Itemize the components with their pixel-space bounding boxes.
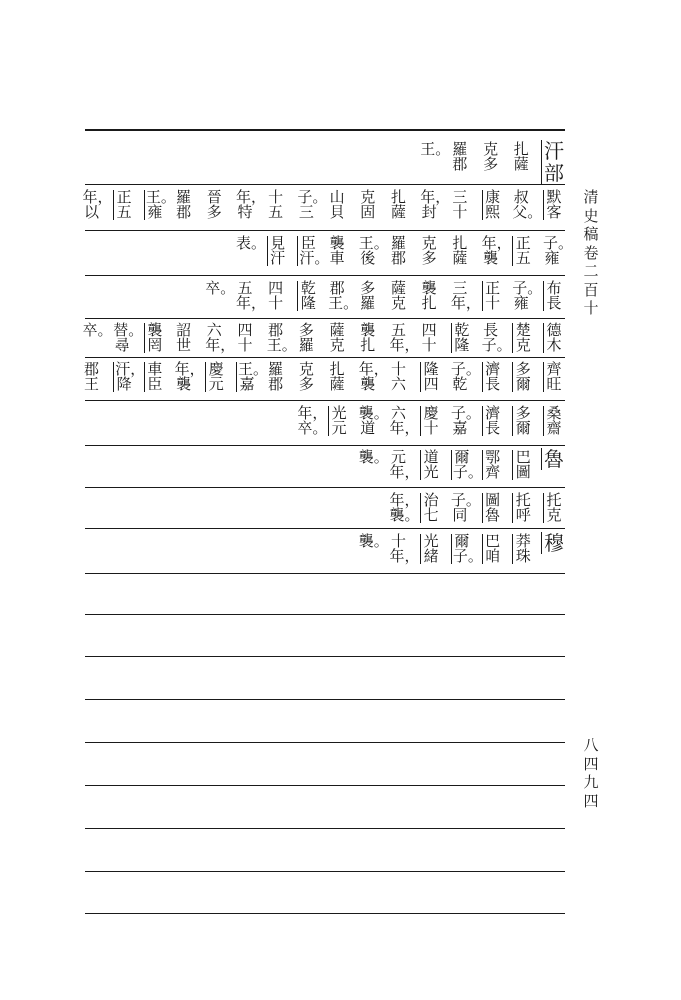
table-cell: 扎薩 — [329, 360, 345, 393]
empty-row-rule — [85, 614, 565, 615]
table-cell: 多爾 — [512, 406, 532, 436]
table-cell: 襲扎 — [421, 279, 437, 312]
table-cell: 多爾 — [512, 362, 532, 392]
table-cell: 子。雍 — [543, 234, 574, 267]
table-cell: 正五 — [113, 190, 133, 220]
table-cell: 三十 — [452, 188, 468, 221]
table-cell: 隆四 — [420, 362, 440, 392]
table-cell: 長子。 — [481, 321, 512, 354]
table-cell: 多羅 — [298, 321, 314, 354]
table-cell: 克多 — [421, 234, 437, 267]
table-cell: 臣汗。 — [299, 234, 330, 267]
table-cell: 襲車 — [329, 234, 345, 267]
table-cell: 慶十 — [420, 406, 440, 436]
table-cell: 克多 — [483, 140, 499, 173]
row-divider — [85, 487, 565, 488]
table-cell: 詔世 — [176, 321, 192, 354]
table-cell: 子。三 — [297, 188, 328, 221]
table-cell: 扎薩 — [513, 140, 529, 173]
table-cell: 子。同 — [450, 491, 481, 524]
table-cell: 汗，降 — [115, 360, 146, 393]
table-cell: 襲。 — [358, 532, 389, 550]
table-cell: 克多 — [298, 360, 314, 393]
table-cell: 車臣 — [144, 362, 164, 392]
table-cell: 薩克 — [390, 279, 406, 312]
table-cell: 襲。 — [358, 448, 389, 466]
table-cell: 六年， — [205, 321, 236, 354]
empty-row-rule — [85, 828, 565, 829]
table-cell: 光緒 — [420, 534, 440, 564]
table-cell: 王。後 — [358, 234, 389, 267]
row-divider — [85, 400, 565, 401]
table-cell: 齊旺 — [543, 362, 563, 392]
table-cell: 羅郡 — [176, 188, 192, 221]
empty-row-rule — [85, 785, 565, 786]
table-cell: 羅郡 — [390, 234, 406, 267]
table-cell: 三年， — [450, 279, 481, 312]
row-divider — [85, 528, 565, 529]
table-cell: 子。嘉 — [450, 404, 481, 437]
table-cell: 羅郡 — [268, 360, 284, 393]
table-cell: 表。 — [236, 234, 267, 252]
table-cell: 濟長 — [482, 406, 502, 436]
table-cell: 十五 — [268, 188, 284, 221]
table-cell: 襲罔 — [144, 323, 164, 353]
book-title: 清史稿卷二百十 — [583, 188, 599, 317]
table-cell: 卒。 — [82, 321, 113, 339]
table-cell: 布長 — [543, 281, 563, 311]
table-cell: 元年， — [389, 448, 420, 481]
table-cell: 年，襲 — [174, 360, 205, 393]
table-cell: 郡王 — [83, 360, 99, 393]
table-cell: 道光 — [420, 450, 440, 480]
table-cell: 襲。道 — [358, 404, 389, 437]
table-cell: 年，襲 — [358, 360, 389, 393]
table-cell: 襲扎 — [360, 321, 376, 354]
empty-row-rule — [85, 871, 565, 872]
table-cell: 四十 — [421, 321, 437, 354]
table-cell: 山貝 — [329, 188, 345, 221]
table-top-rule — [85, 129, 565, 131]
table-cell: 鄂齊 — [482, 450, 502, 480]
table-cell: 郡王。 — [266, 321, 297, 354]
table-cell: 扎薩 — [390, 188, 406, 221]
table-cell: 王。雍 — [145, 188, 176, 221]
table-cell: 王。嘉 — [238, 360, 269, 393]
table-cell: 子。乾 — [450, 360, 481, 393]
table-cell: 子。雍 — [512, 279, 543, 312]
table-cell: 扎薩 — [452, 234, 468, 267]
table-cell: 郡王。 — [328, 279, 359, 312]
row-divider — [85, 573, 565, 574]
table-cell: 年，卒。 — [297, 404, 328, 437]
table-cell: 叔父。 — [512, 188, 543, 221]
table-cell: 汗部 — [541, 140, 565, 184]
page-number: 八四九四 — [583, 736, 599, 810]
table-cell: 年，封 — [420, 188, 451, 221]
table-cell: 爾子。 — [452, 532, 483, 565]
table-cell: 濟長 — [482, 362, 502, 392]
table-cell: 巴咱 — [482, 534, 502, 564]
table-bottom-rule — [85, 913, 565, 914]
table-cell: 羅郡 — [452, 140, 468, 173]
table-cell: 見汗 — [267, 236, 287, 266]
table-cell: 替。尋 — [113, 321, 144, 354]
table-cell: 克固 — [360, 188, 376, 221]
table-cell: 正十 — [482, 281, 502, 311]
table-cell: 治七 — [420, 493, 440, 523]
table-cell: 乾隆 — [297, 281, 317, 311]
table-cell: 穆 — [541, 532, 565, 554]
table-cell: 四十 — [237, 321, 253, 354]
table-cell: 爾子。 — [452, 448, 483, 481]
table-cell: 光元 — [328, 406, 348, 436]
row-divider — [85, 357, 565, 358]
table-cell: 正五 — [512, 236, 532, 266]
empty-row-rule — [85, 699, 565, 700]
table-cell: 乾隆 — [451, 323, 471, 353]
table-cell: 慶元 — [205, 362, 225, 392]
table-cell: 年，襲 — [481, 234, 512, 267]
table-cell: 卒。 — [205, 279, 236, 297]
empty-row-rule — [85, 742, 565, 743]
empty-row-rule — [85, 656, 565, 657]
row-divider — [85, 184, 565, 185]
row-divider — [85, 275, 565, 276]
table-cell: 十年， — [389, 532, 420, 565]
table-cell: 四十 — [268, 279, 284, 312]
row-divider — [85, 445, 565, 446]
table-cell: 王。 — [420, 140, 451, 158]
table-cell: 年，以 — [82, 188, 113, 221]
table-cell: 五年， — [389, 321, 420, 354]
table-cell: 薩克 — [329, 321, 345, 354]
table-cell: 六年， — [389, 404, 420, 437]
table-cell: 德木 — [543, 323, 563, 353]
row-divider — [85, 318, 565, 319]
table-cell: 圖魯 — [482, 493, 502, 523]
table-cell: 莽珠 — [512, 534, 532, 564]
table-cell: 托克 — [543, 493, 563, 523]
row-divider — [85, 230, 565, 231]
table-cell: 默客 — [543, 190, 563, 220]
table-cell: 巴圖 — [512, 450, 532, 480]
table-cell: 楚克 — [512, 323, 532, 353]
table-cell: 康熙 — [482, 190, 502, 220]
table-cell: 托呼 — [512, 493, 532, 523]
table-cell: 年，襲。 — [389, 491, 420, 524]
table-cell: 晉多 — [206, 188, 222, 221]
table-cell: 年，特 — [236, 188, 267, 221]
table-cell: 魯 — [541, 448, 565, 470]
table-cell: 桑齋 — [543, 406, 563, 436]
table-cell: 五年， — [236, 279, 267, 312]
table-cell: 十六 — [390, 360, 406, 393]
table-cell: 多羅 — [360, 279, 376, 312]
